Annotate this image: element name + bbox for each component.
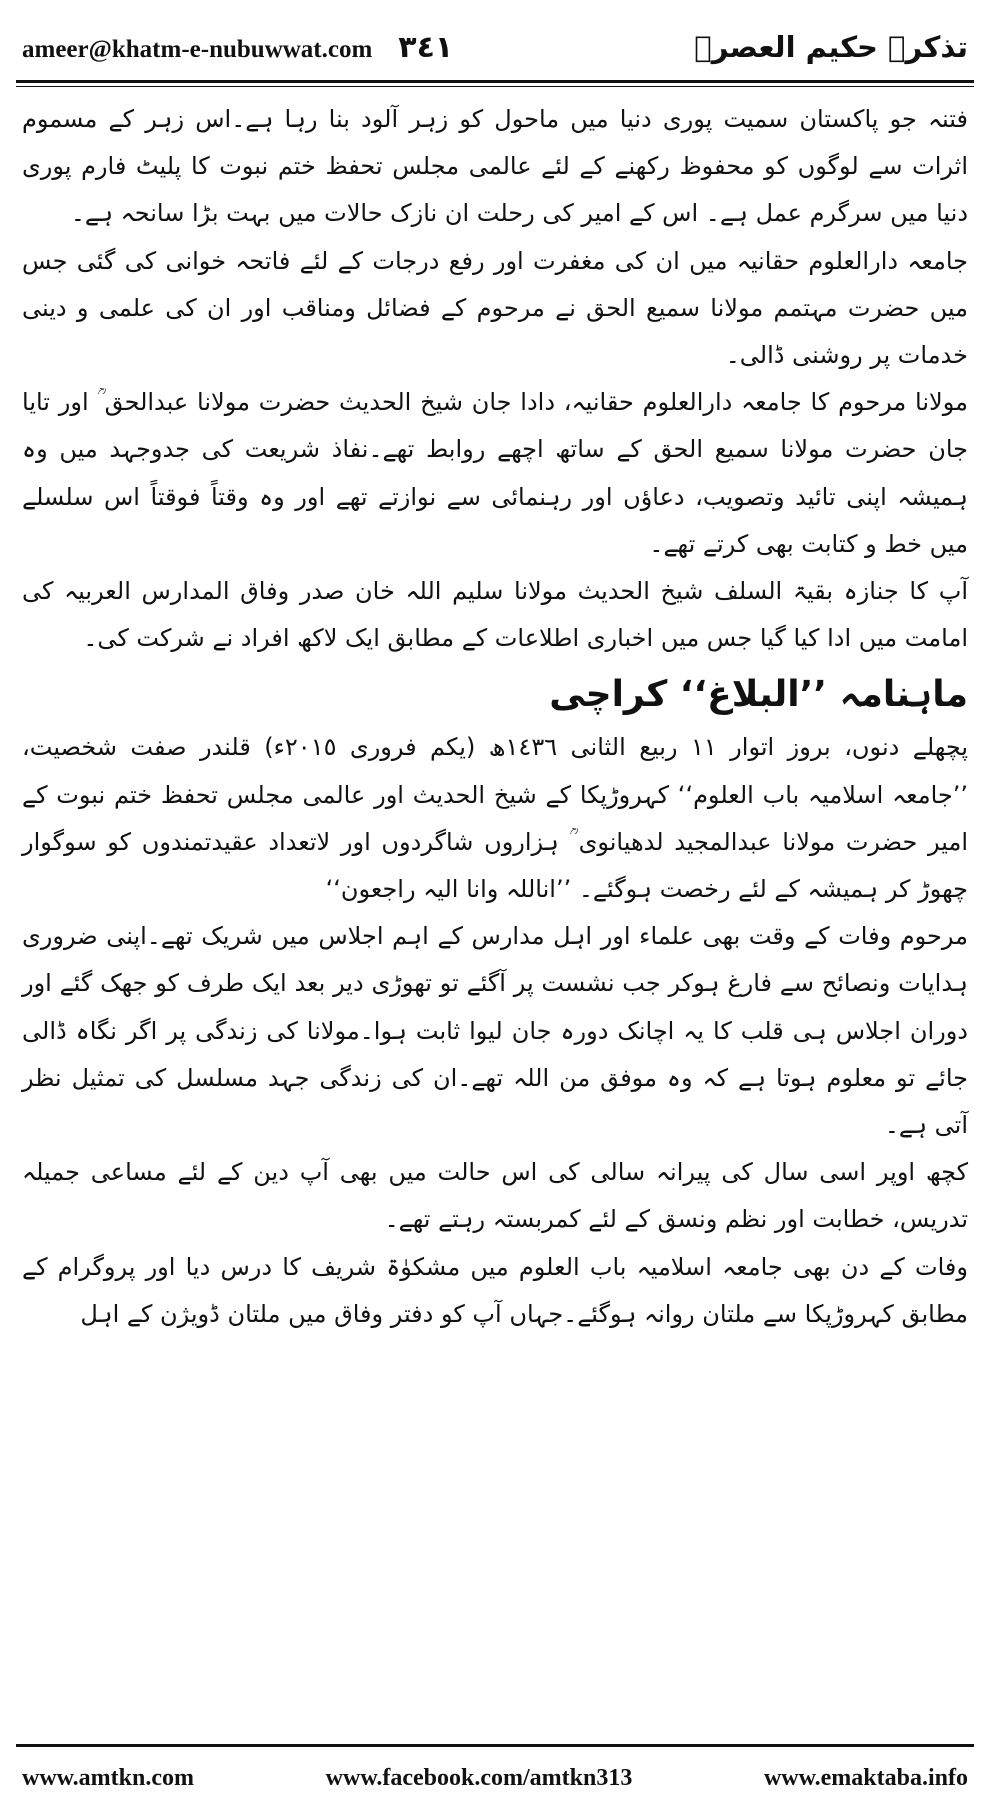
paragraph-8: وفات کے دن بھی جامعہ اسلامیہ باب العلوم میں مشکوٰۃ شریف کا درس دیا اور پروگرام کے مطابق کہروڑپکا سے ملتان روانہ ہوگئے۔جہاں آپ کو دفتر وفاق میں ملتان ڈویژن کے اہل — [22, 1252, 968, 1328]
paragraph-4: آپ کا جنازہ بقیۃ السلف شیخ الحدیث مولانا سلیم اللہ خان صدر وفاق المدارس العربیہ کی امامت میں ادا کیا گیا جس میں اخباری اطلاعات کے مطابق ایک لاکھ افراد نے شرکت کی۔ — [22, 577, 968, 653]
footer-link-facebook[interactable]: www.facebook.com/amtkn313 — [325, 1764, 633, 1791]
header-rule-thin — [16, 86, 974, 87]
page-body — [22, 96, 968, 1737]
paragraph-2: جامعہ دارالعلوم حقانیہ میں ان کی مغفرت اور رفع درجات کے لئے فاتحہ خوانی کی گئی جس میں حضرت مہتمم مولانا سمیع الحق نے مرحوم کے فضائل ومناقب اور ان کی علمی و دینی خدمات پر روشنی ڈالی۔ — [22, 246, 968, 370]
footer-rule — [16, 1744, 974, 1747]
paragraph-7: کچھ اوپر اسی سال کی پیرانہ سالی کی اس حالت میں بھی آپ دین کے لئے مساعی جمیلہ تدریس، خطابت اور نظم ونسق کے لئے کمربستہ رہتے تھے۔ — [22, 1158, 968, 1234]
footer-link-emaktaba[interactable]: www.emaktaba.info — [763, 1764, 968, 1791]
section-heading: ماہنامہ ’’البلاغ‘‘ کراچی — [549, 674, 968, 716]
paragraph-5: پچھلے دنوں، بروز اتوار ١١ ربیع الثانی ١٤٣٦ھ (یکم فروری ٢٠١٥ء) قلندر صفت شخصیت، ’’جامعہ اسلامیہ باب العلوم‘‘ کہروڑپکا کے شیخ الحدیث اور عالمی مجلس تحفظ ختم نبوت کے امیر حضرت مولانا عبدالمجید لدھیانوی ؒ ہزاروں شاگردوں اور لاتعداد عقیدتمندوں کو سوگوار چھوڑ کر ہمیشہ کے لئے رخصت ہوگئے۔ ’’اناللہ وانا الیہ راجعون‘‘ — [22, 733, 969, 904]
paragraph-1: فتنہ جو پاکستان سمیت پوری دنیا میں ماحول کو زہر آلود بنا رہا ہے۔اس زہر کے مسموم اثرات سے لوگوں کو محفوظ رکھنے کے لئے عالمی مجلس تحفظ ختم نبوت کا پلیٹ فارم پوری دنیا میں سرگرم عمل ہے۔ اس کے امیر کی رحلت ان نازک حالات میں بہت بڑا سانحہ ہے۔ — [22, 105, 968, 228]
page-number: ٣٤١ — [398, 29, 454, 65]
paragraph-6: مرحوم وفات کے وقت بھی علماء اور اہل مدارس کے اہم اجلاس میں شریک تھے۔اپنی ضروری ہدایات ونصائح سے فارغ ہوکر جب نشست پر آگئے تو تھوڑی دیر بعد ایک طرف کو جھک گئے اور دوران اجلاس ہی قلب کا یہ اچانک دورہ جان لیوا ثابت ہوا۔مولانا کی زندگی پر اگر نگاہ ڈالی جائے تو معلوم ہوتا ہے کہ وہ موفق من اللہ تھے۔ان کی زندگی جہد مسلسل کی تمثیل نظر آتی ہے۔ — [22, 922, 968, 1140]
header-left — [22, 30, 453, 65]
header-email: ameer@khatm-e-nubuwwat.com — [22, 35, 373, 63]
header-rule — [16, 80, 974, 83]
page-header — [22, 18, 968, 76]
footer-link-amtkn[interactable]: www.amtkn.com — [22, 1764, 194, 1791]
book-title: تذکرہ حکیم العصرؒ — [694, 30, 968, 64]
paragraph-3: مولانا مرحوم کا جامعہ دارالعلوم حقانیہ، دادا جان شیخ الحدیث حضرت مولانا عبدالحق ؒ اور تایا جان حضرت مولانا سمیع الحق کے ساتھ اچھے روابط تھے۔نفاذ شریعت کی جدوجہد میں وہ ہمیشہ اپنی تائید وتصویب، دعاؤں اور رہنمائی سے نوازتے تھے اور وہ وقتاً فوقتاً اس سلسلے میں خط و کتابت بھی کرتے تھے۔ — [22, 388, 968, 558]
page-footer — [22, 1758, 968, 1798]
